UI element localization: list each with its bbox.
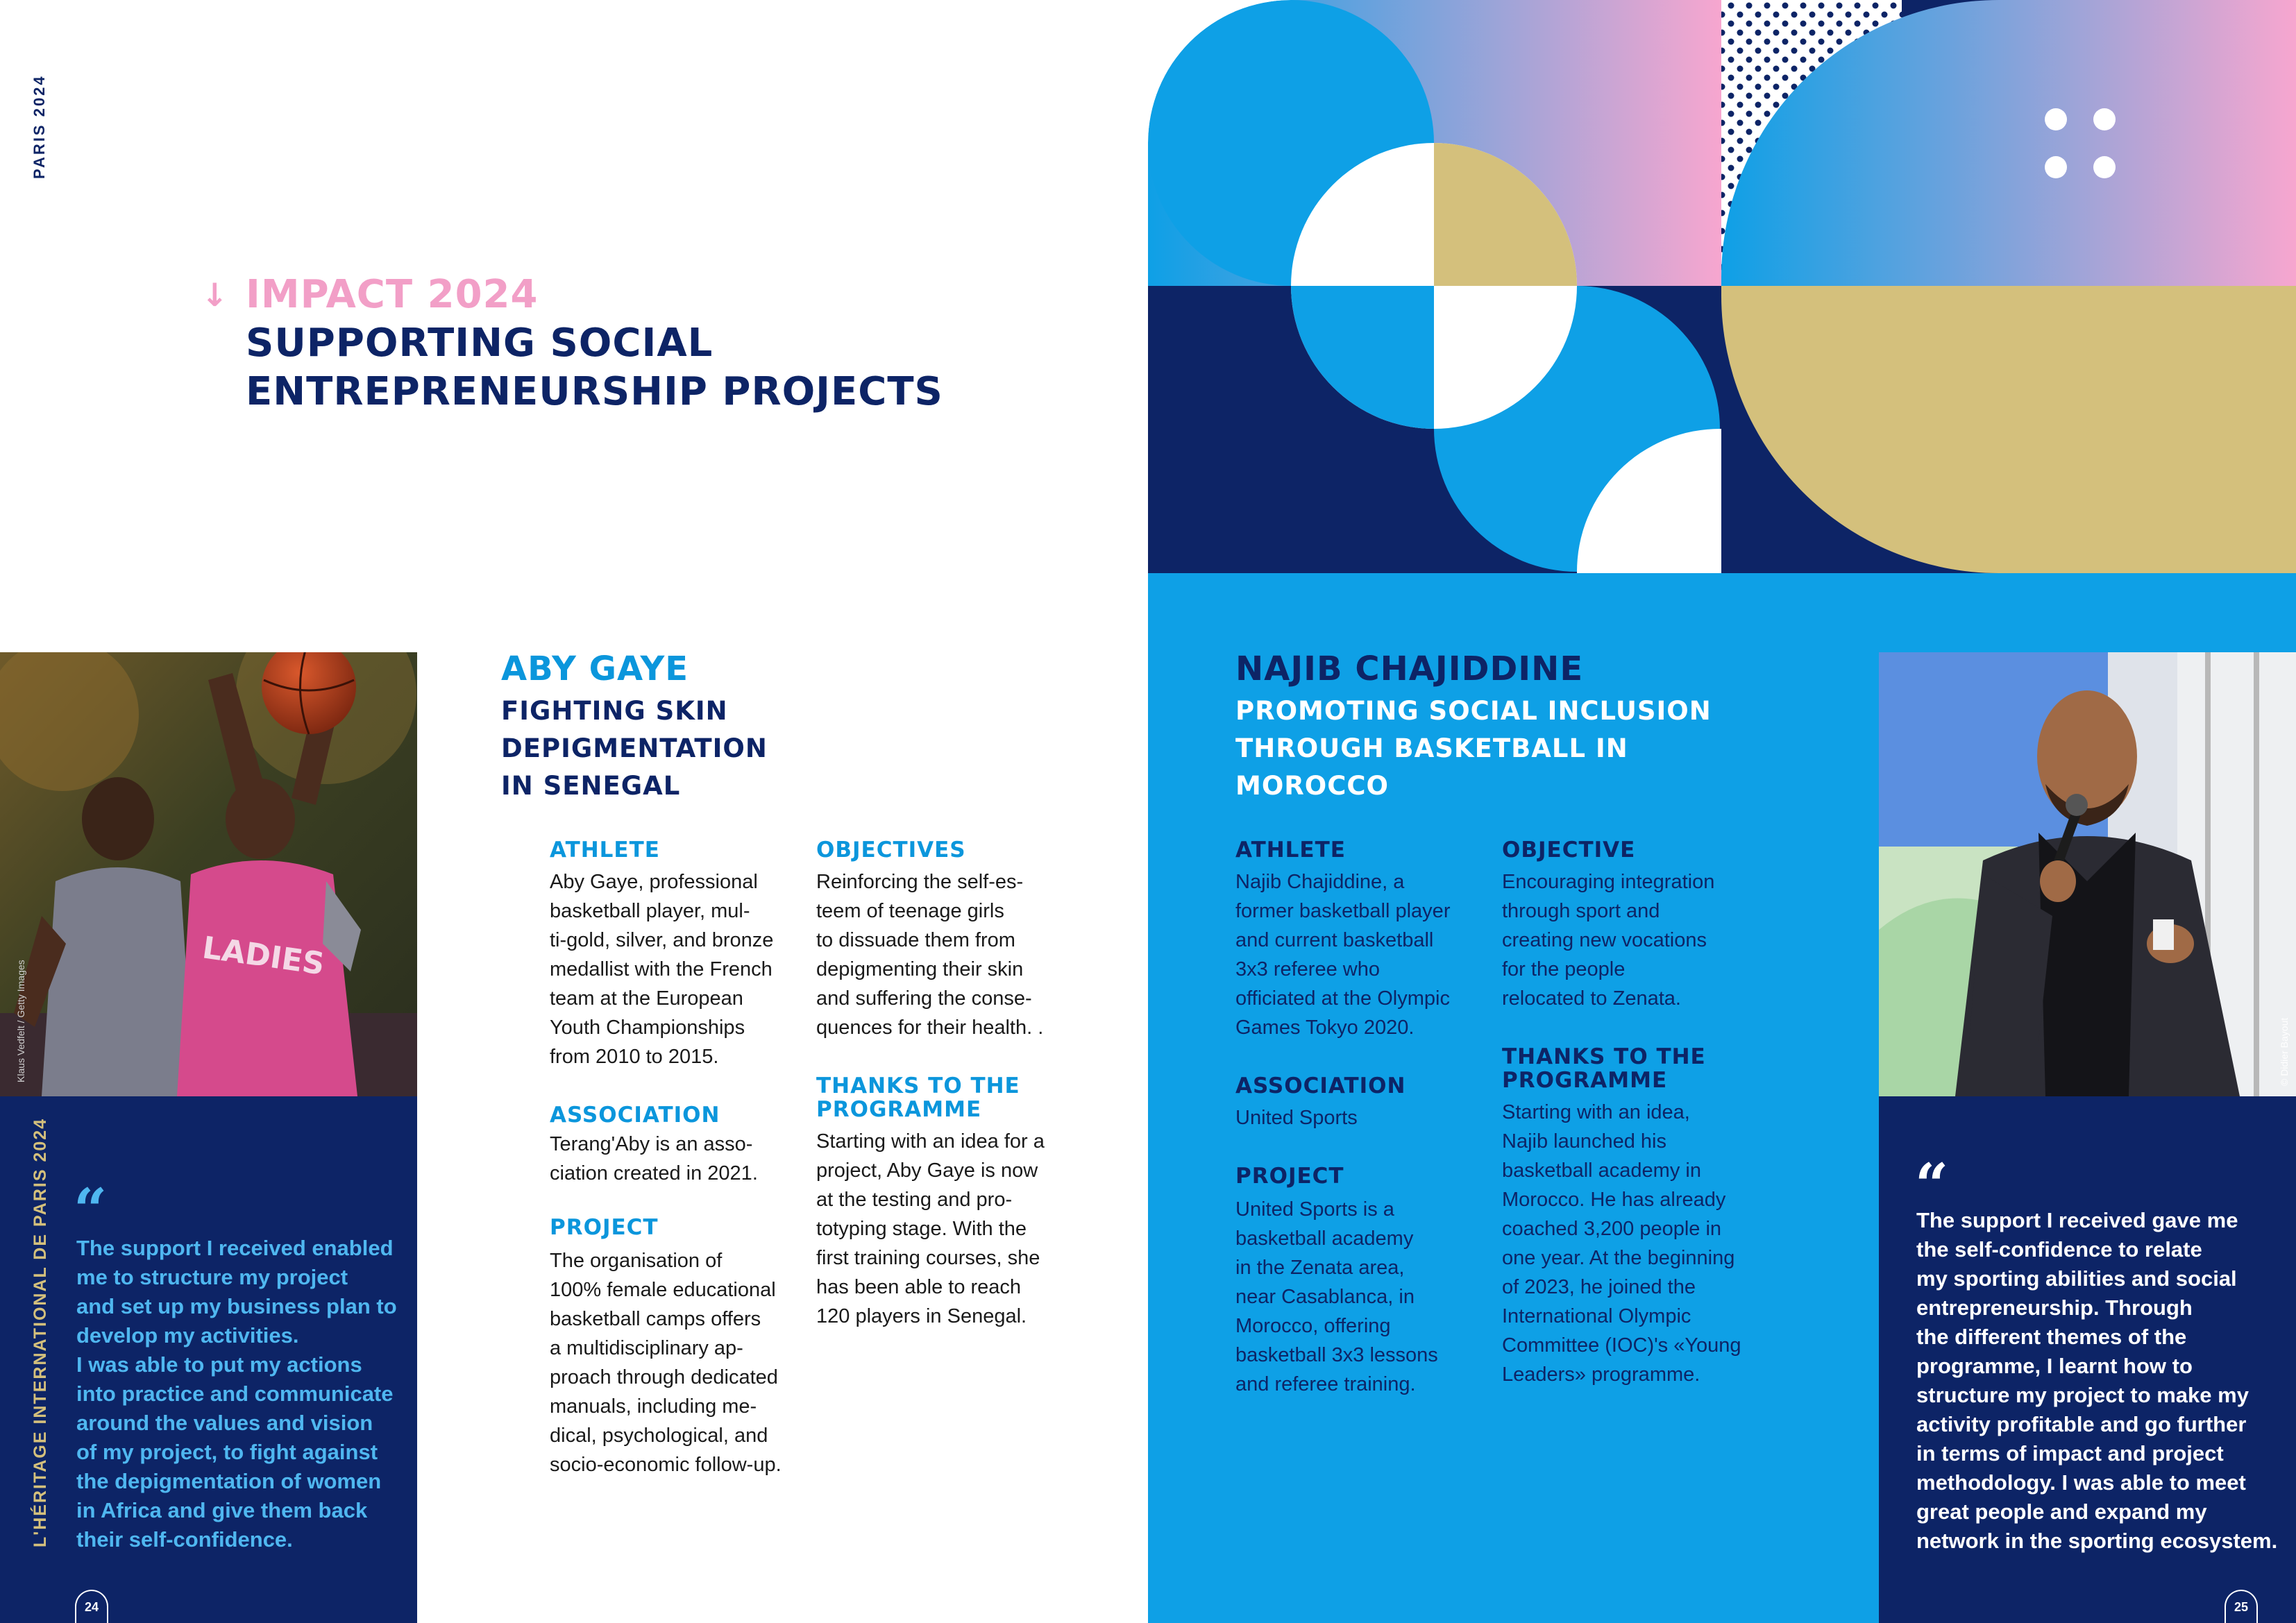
najib-quote: The support I received gave me the self-confidence to relate my sporting abilities and social entrepreneurship. Through the different themes of the programme, I learnt how to structure my project to make my activity profitable and go further in terms of impact and project methodology. I was able to meet great people and expand my network in the sporting ecosystem. [1916,1208,2278,1553]
najib-thanks-label: THANKS TO THE PROGRAMME [1502,1044,1706,1093]
right-page [1148,0,2296,1623]
najib-col2 [1502,838,1752,1389]
najib-objective-label: OBJECTIVE [1502,838,1636,863]
geometric-pattern [1148,0,2296,573]
photo-credit-right: © Didier Bayout [2279,1017,2290,1086]
association-text: Terang'Aby is an asso- ciation created in 2021. [550,1133,758,1184]
thanks-text: Starting with an idea for a project, Aby Gaye is now at the testing and pro- totyping stage. With the first training courses, she has been able to reach 120 players in Senegal. [816,1130,1045,1327]
project-label: PROJECT [550,1215,659,1240]
aby-gaye-subtitle-line1: FIGHTING SKIN DEPIGMENTATION [501,696,768,763]
page-number-left: 24 [75,1590,108,1623]
aby-gaye-quote: The support I received enabled me to structure my project and set up my business plan to develop my activities. I was able to put my actions into practice and communicate around the values and vision of my project, to fight against the depigmentation of women in Africa and give them back their self-confidence. [76,1236,397,1552]
arrow-down-icon: ↓ [201,276,229,314]
quote-mark-icon: “ [74,1175,108,1244]
quote-mark-icon: “ [1915,1150,1949,1219]
najib-col1 [1235,838,1485,1399]
najib-quote-block [1879,1096,2296,1623]
spine-heritage: L'HÉRITAGE INTERNATIONAL DE PARIS 2024 [31,1117,50,1547]
spine-paris-2024: PARIS 2024 [31,74,48,179]
project-text: The organisation of 100% female educational basketball camps offers a multidisciplinary ap- proach through dedicated manuals, including me- dical, psychological, and socio-economic follow-up. [550,1250,782,1476]
najib-project-text: United Sports is a basketball academy in the Zenata area, near Casablanca, in Morocco, offering basketball 3x3 lessons and referee training. [1235,1198,1438,1395]
heading-title-line2: ENTREPRENEURSHIP PROJECTS [246,369,943,414]
najib-athlete-label: ATHLETE [1235,838,1346,863]
najib-subtitle-line2: THROUGH BASKETBALL IN MOROCCO [1235,733,1628,801]
najib-association-label: ASSOCIATION [1235,1073,1406,1098]
najib-association-text: United Sports [1235,1107,1358,1129]
svg-text:LADIES: LADIES [200,930,327,983]
aby-gaye-photo [0,652,417,1096]
najib-subtitle-line1: PROMOTING SOCIAL INCLUSION [1235,696,1712,726]
aby-gaye-name: ABY GAYE [501,649,689,688]
objectives-label: OBJECTIVES [816,838,966,863]
najib-project-label: PROJECT [1235,1164,1344,1189]
aby-gaye-col2 [816,838,1094,1331]
speaker-image [1879,652,2296,1096]
basketball-players-image [0,652,417,1096]
objectives-text: Reinforcing the self-es- teem of teenage girls to dissuade them from depigmenting their skin and suffering the conse- quences for their health. . [816,871,1044,1039]
aby-gaye-col1 [550,838,807,1479]
najib-athlete-text: Najib Chajiddine, a former basketball player and current basketball 3x3 referee who officiated at the Olympic Games Tokyo 2020. [1235,871,1451,1039]
page-number-right: 25 [2225,1590,2258,1623]
aby-gaye-subtitle-line2: IN SENEGAL [501,771,681,801]
aby-gaye-quote-block [0,1096,417,1623]
athlete-label: ATHLETE [550,838,660,863]
page-heading [201,271,943,416]
thanks-label: THANKS TO THE PROGRAMME [816,1073,1020,1122]
heading-kicker: ↓ IMPACT 2024 [201,271,943,319]
najib-photo [1879,652,2296,1096]
najib-thanks-text: Starting with an idea, Najib launched his basketball academy in Morocco. He has already coached 3,200 people in one year. At the beginning of 2023, he joined the International Olympic Committee (IOC)'s «Young Leaders» programme. [1502,1101,1741,1386]
aby-gaye-header [501,648,987,805]
najib-header [1235,648,1791,805]
heading-title-line1: SUPPORTING SOCIAL [246,321,714,366]
najib-name: NAJIB CHAJIDDINE [1235,649,1584,688]
athlete-text: Aby Gaye, professional basketball player, mul- ti-gold, silver, and bronze medallist with the French team at the European Youth Championships from 2010 to 2015. [550,871,774,1068]
association-label: ASSOCIATION [550,1103,720,1128]
photo-credit-left: Klaus Vedfelt / Getty Images [15,960,26,1082]
najib-objective-text: Encouraging integration through sport and creating new vocations for the people relocated to Zenata. [1502,871,1715,1010]
